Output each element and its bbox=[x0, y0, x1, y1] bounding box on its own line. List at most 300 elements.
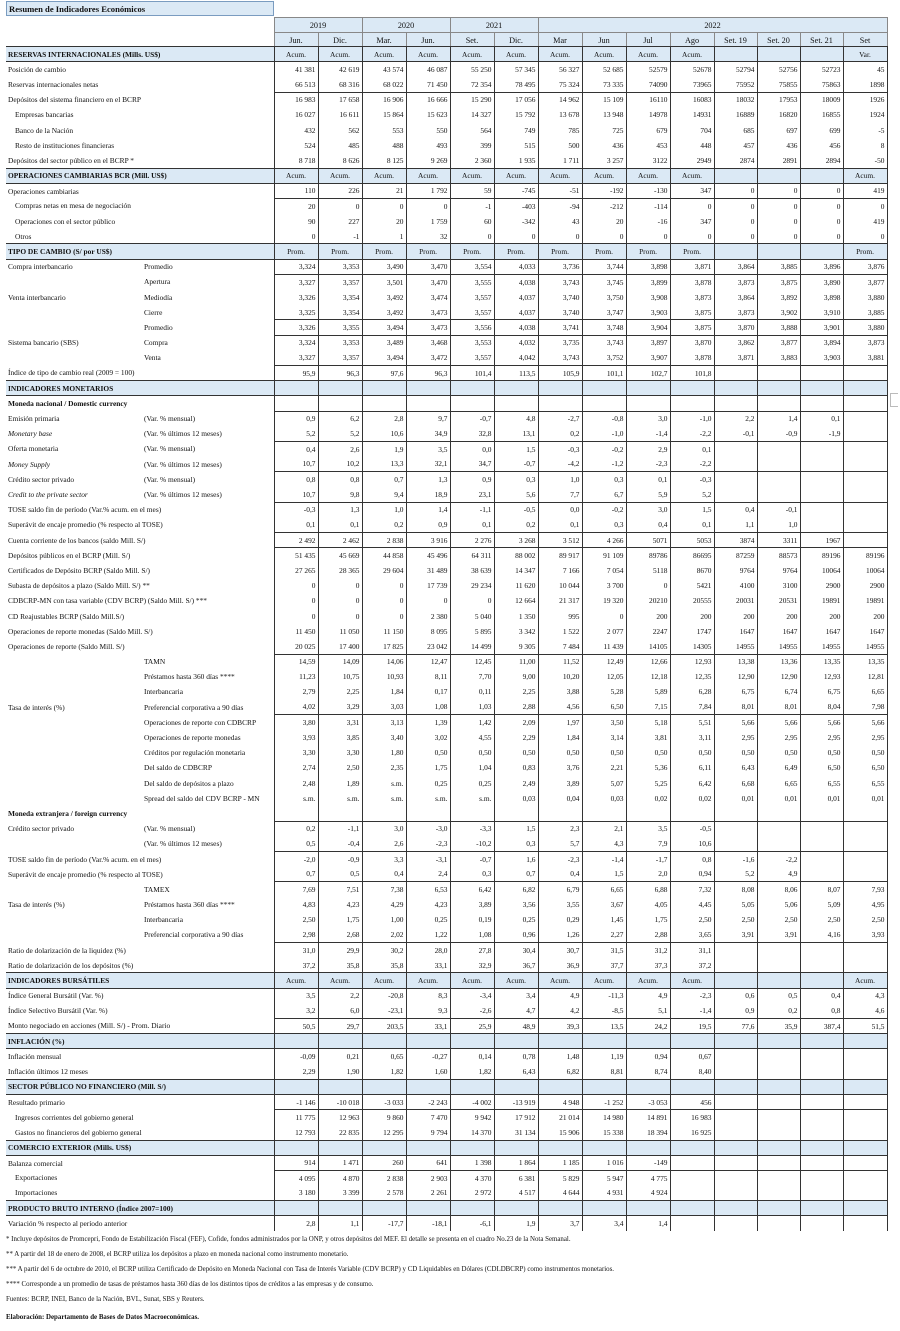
value-cell: 3,908 bbox=[626, 290, 670, 305]
value-cell: 3,864 bbox=[714, 259, 757, 274]
value-cell: 1926 bbox=[843, 92, 887, 107]
value-cell: 419 bbox=[843, 214, 887, 229]
edge-marker bbox=[890, 393, 898, 407]
value-cell: 75952 bbox=[714, 77, 757, 92]
value-cell bbox=[843, 1186, 887, 1201]
value-cell: 5053 bbox=[670, 533, 714, 548]
row-label bbox=[6, 927, 142, 942]
value-cell bbox=[714, 1049, 757, 1064]
value-cell: 4100 bbox=[714, 578, 757, 593]
value-cell: -2,3 bbox=[406, 836, 450, 851]
value-cell: Acum. bbox=[274, 47, 318, 62]
value-cell: -1,7 bbox=[626, 851, 670, 866]
value-cell: 5,05 bbox=[714, 897, 757, 912]
value-cell: 485 bbox=[318, 138, 362, 153]
value-cell: 37,7 bbox=[582, 958, 626, 973]
value-cell: 704 bbox=[670, 122, 714, 137]
value-cell: 15 623 bbox=[406, 107, 450, 122]
row-label: Ingresos corrientes del gobierno general bbox=[15, 1112, 134, 1122]
value-cell: 0,5 bbox=[274, 836, 318, 851]
value-cell: 31 489 bbox=[406, 563, 450, 578]
value-cell bbox=[757, 1201, 800, 1216]
value-cell: 3,876 bbox=[843, 259, 887, 274]
row-label: Operaciones con el sector público bbox=[15, 216, 116, 226]
value-cell: 3311 bbox=[757, 533, 800, 548]
value-cell: 2 360 bbox=[450, 153, 494, 168]
value-cell: 3,02 bbox=[406, 730, 450, 745]
value-cell: 36,9 bbox=[538, 958, 582, 973]
row-label: Índice General Bursátil (Var. %) bbox=[8, 991, 104, 1001]
value-cell: 4,038 bbox=[494, 320, 538, 335]
value-cell bbox=[714, 381, 757, 396]
indicator-row bbox=[6, 669, 887, 684]
value-cell bbox=[757, 943, 800, 958]
value-cell bbox=[538, 1079, 582, 1094]
row-sublabel: Mediodía bbox=[144, 292, 173, 302]
value-cell: 0 bbox=[800, 214, 843, 229]
value-cell: 1,80 bbox=[362, 745, 406, 760]
value-cell: 0,7 bbox=[274, 867, 318, 882]
value-cell: 0,8 bbox=[670, 851, 714, 866]
value-cell: 0,2 bbox=[757, 1003, 800, 1018]
value-cell: 1,0 bbox=[362, 502, 406, 517]
value-cell: 749 bbox=[494, 122, 538, 137]
value-cell: 7,51 bbox=[318, 882, 362, 897]
value-cell: 448 bbox=[670, 138, 714, 153]
value-cell: 8 095 bbox=[406, 624, 450, 639]
indicator-row bbox=[6, 1049, 887, 1064]
value-cell: 12,81 bbox=[843, 669, 887, 684]
indicator-row bbox=[6, 1110, 887, 1125]
value-cell: 2,1 bbox=[582, 821, 626, 836]
value-cell: 5071 bbox=[626, 533, 670, 548]
value-cell: 17 658 bbox=[318, 92, 362, 107]
indicator-row bbox=[6, 593, 887, 608]
value-cell: 3,470 bbox=[406, 274, 450, 289]
value-cell bbox=[757, 365, 800, 380]
value-cell bbox=[800, 836, 843, 851]
value-cell: 1,00 bbox=[362, 912, 406, 927]
value-cell: 3,0 bbox=[626, 502, 670, 517]
value-cell: 45 bbox=[843, 62, 887, 77]
value-cell: 11 050 bbox=[318, 624, 362, 639]
value-cell bbox=[800, 1125, 843, 1140]
value-cell: 0 bbox=[362, 593, 406, 608]
value-cell: Acum. bbox=[626, 168, 670, 183]
value-cell: 11,23 bbox=[274, 669, 318, 684]
indicator-row bbox=[6, 487, 887, 502]
value-cell: 6,49 bbox=[757, 760, 800, 775]
value-cell: 3,553 bbox=[450, 335, 494, 350]
value-cell: 3,890 bbox=[800, 274, 843, 289]
value-cell: 0,3 bbox=[494, 472, 538, 487]
value-cell: 553 bbox=[362, 122, 406, 137]
value-cell: 3,870 bbox=[670, 335, 714, 350]
row-label: Banco de la Nación bbox=[15, 125, 74, 135]
section-header-row bbox=[6, 1079, 887, 1094]
row-label: Superávit de encaje promedio (% respecto al TOSE) bbox=[8, 520, 163, 530]
row-label: Exportaciones bbox=[15, 1173, 58, 1183]
value-cell: 227 bbox=[318, 214, 362, 229]
value-cell: 3,745 bbox=[582, 274, 626, 289]
value-cell: 96,3 bbox=[318, 365, 362, 380]
value-cell: 3,89 bbox=[538, 776, 582, 791]
value-cell: 0,4 bbox=[626, 517, 670, 532]
value-cell: 3,470 bbox=[406, 259, 450, 274]
value-cell: 0,1 bbox=[670, 517, 714, 532]
value-cell bbox=[582, 1140, 626, 1155]
page-title: Resumen de Indicadores Económicos bbox=[6, 1, 274, 16]
value-cell: 87259 bbox=[714, 548, 757, 563]
value-cell: 2,6 bbox=[318, 441, 362, 456]
value-cell: -23,1 bbox=[362, 1003, 406, 1018]
value-cell: 4,23 bbox=[406, 897, 450, 912]
row-sublabel: Cierre bbox=[144, 307, 163, 317]
value-cell bbox=[274, 1079, 318, 1094]
value-cell bbox=[406, 806, 450, 821]
value-cell: 10 044 bbox=[538, 578, 582, 593]
value-cell: -2,2 bbox=[670, 426, 714, 441]
value-cell: 88 002 bbox=[494, 548, 538, 563]
value-cell: 3,67 bbox=[582, 897, 626, 912]
value-cell: 2900 bbox=[843, 578, 887, 593]
value-cell: 4 266 bbox=[582, 533, 626, 548]
indicator-row bbox=[6, 897, 887, 912]
value-cell bbox=[714, 1186, 757, 1201]
value-cell bbox=[714, 821, 757, 836]
row-label bbox=[6, 305, 142, 320]
value-cell bbox=[714, 1155, 757, 1170]
value-cell bbox=[406, 381, 450, 396]
value-cell: 226 bbox=[318, 183, 362, 198]
value-cell: 3,489 bbox=[362, 335, 406, 350]
value-cell: 0 bbox=[450, 593, 494, 608]
value-cell: 74090 bbox=[626, 77, 670, 92]
value-cell bbox=[670, 1034, 714, 1049]
value-cell bbox=[362, 1140, 406, 1155]
value-cell bbox=[843, 806, 887, 821]
value-cell: 0,3 bbox=[582, 517, 626, 532]
value-cell: 11,00 bbox=[494, 654, 538, 669]
indicator-row bbox=[6, 259, 887, 274]
value-cell: 19891 bbox=[843, 593, 887, 608]
row-label: TOSE saldo fin de período (Var.% acum. en el mes) bbox=[8, 505, 162, 515]
value-cell: 31,1 bbox=[670, 943, 714, 958]
row-label: Operaciones cambiarias bbox=[8, 186, 79, 196]
value-cell: 15 792 bbox=[494, 107, 538, 122]
value-cell: 3,875 bbox=[670, 305, 714, 320]
value-cell: Acum. bbox=[626, 47, 670, 62]
indicator-row bbox=[6, 624, 887, 639]
value-cell: 3,490 bbox=[362, 259, 406, 274]
value-cell: Acum. bbox=[626, 973, 670, 988]
value-cell: Acum. bbox=[362, 168, 406, 183]
indicator-row bbox=[6, 791, 887, 806]
value-cell: 5,09 bbox=[800, 897, 843, 912]
value-cell: 6,65 bbox=[582, 882, 626, 897]
value-cell: 2,6 bbox=[362, 836, 406, 851]
value-cell: Var. bbox=[843, 47, 887, 62]
row-label bbox=[6, 350, 142, 365]
value-cell: 1967 bbox=[800, 533, 843, 548]
value-cell bbox=[626, 1201, 670, 1216]
value-cell: 2 276 bbox=[450, 533, 494, 548]
row-label: OPERACIONES CAMBIARIAS BCR (Mill. US$) bbox=[6, 168, 274, 183]
indicator-row bbox=[6, 335, 887, 350]
value-cell: 52756 bbox=[757, 62, 800, 77]
value-cell bbox=[800, 1094, 843, 1109]
value-cell: -1,0 bbox=[582, 426, 626, 441]
value-cell bbox=[800, 1155, 843, 1170]
value-cell: 52678 bbox=[670, 62, 714, 77]
value-cell: 2,50 bbox=[714, 912, 757, 927]
row-label: Cuenta corriente de los bancos (saldo Mill. S/) bbox=[8, 535, 146, 545]
value-cell: 1,04 bbox=[450, 760, 494, 775]
value-cell: 3,501 bbox=[362, 274, 406, 289]
value-cell bbox=[318, 1140, 362, 1155]
value-cell: 200 bbox=[800, 608, 843, 623]
value-cell: 3,555 bbox=[450, 274, 494, 289]
value-cell: s.m. bbox=[406, 791, 450, 806]
value-cell: -16 bbox=[626, 214, 670, 229]
value-cell: 66 513 bbox=[274, 77, 318, 92]
value-cell: 562 bbox=[318, 122, 362, 137]
value-cell: -0,3 bbox=[274, 502, 318, 517]
value-cell bbox=[582, 1079, 626, 1094]
value-cell: 2894 bbox=[800, 153, 843, 168]
value-cell: Acum. bbox=[318, 47, 362, 62]
value-cell bbox=[714, 168, 757, 183]
value-cell: 43 574 bbox=[362, 62, 406, 77]
section-header-row bbox=[6, 1201, 887, 1216]
value-cell: 18,9 bbox=[406, 487, 450, 502]
value-cell: 3 399 bbox=[318, 1186, 362, 1201]
value-cell: 0,50 bbox=[450, 745, 494, 760]
value-cell: Acum. bbox=[406, 47, 450, 62]
value-cell: 0,1 bbox=[670, 441, 714, 456]
value-cell: 1,84 bbox=[538, 730, 582, 745]
value-cell: 12,49 bbox=[582, 654, 626, 669]
value-cell bbox=[450, 1079, 494, 1094]
value-cell: 16 906 bbox=[362, 92, 406, 107]
row-sublabel: Operaciones de reporte con CDBCRP bbox=[144, 717, 257, 727]
value-cell: Acum. bbox=[582, 47, 626, 62]
value-cell bbox=[714, 487, 757, 502]
value-cell: 6,79 bbox=[538, 882, 582, 897]
row-sublabel: Créditos por regulación monetaria bbox=[144, 748, 246, 758]
value-cell: 2891 bbox=[757, 153, 800, 168]
value-cell bbox=[274, 381, 318, 396]
value-cell: 0,50 bbox=[757, 745, 800, 760]
value-cell: 16083 bbox=[670, 92, 714, 107]
value-cell: Prom. bbox=[670, 244, 714, 259]
value-cell: 7 054 bbox=[582, 563, 626, 578]
value-cell: 1,08 bbox=[450, 927, 494, 942]
value-cell bbox=[582, 381, 626, 396]
value-cell: -1,1 bbox=[450, 502, 494, 517]
value-cell: 1647 bbox=[714, 624, 757, 639]
value-cell: 3 180 bbox=[274, 1186, 318, 1201]
value-cell: 0 bbox=[274, 229, 318, 244]
value-cell bbox=[406, 1079, 450, 1094]
value-cell: 8,07 bbox=[800, 882, 843, 897]
value-cell bbox=[757, 1155, 800, 1170]
value-cell: 3,492 bbox=[362, 305, 406, 320]
value-cell: 45 496 bbox=[406, 548, 450, 563]
value-cell: 3,29 bbox=[318, 700, 362, 715]
value-cell: 60 bbox=[450, 214, 494, 229]
value-cell: 1 350 bbox=[494, 608, 538, 623]
value-cell: 3,5 bbox=[274, 988, 318, 1003]
value-cell: 2 261 bbox=[406, 1186, 450, 1201]
value-cell: -0,3 bbox=[670, 472, 714, 487]
value-cell bbox=[800, 457, 843, 472]
value-cell bbox=[626, 1034, 670, 1049]
value-cell bbox=[757, 973, 800, 988]
value-cell: 2,50 bbox=[318, 760, 362, 775]
value-cell: -0,1 bbox=[714, 426, 757, 441]
value-cell: 12,93 bbox=[800, 669, 843, 684]
value-cell: 11 439 bbox=[582, 639, 626, 654]
value-cell: 0,8 bbox=[274, 472, 318, 487]
period-header: Jun. bbox=[274, 33, 318, 48]
value-cell: 1,3 bbox=[318, 502, 362, 517]
value-cell bbox=[626, 381, 670, 396]
value-cell bbox=[714, 1094, 757, 1109]
value-cell: 59 bbox=[450, 183, 494, 198]
value-cell: 3,864 bbox=[714, 290, 757, 305]
value-cell: 4,037 bbox=[494, 305, 538, 320]
value-cell: 7,7 bbox=[538, 487, 582, 502]
value-cell: 28,0 bbox=[406, 943, 450, 958]
value-cell: 2 578 bbox=[362, 1186, 406, 1201]
value-cell: 1647 bbox=[757, 624, 800, 639]
value-cell: -94 bbox=[538, 198, 582, 213]
value-cell: 16110 bbox=[626, 92, 670, 107]
row-sublabel: Apertura bbox=[144, 277, 171, 287]
value-cell bbox=[318, 381, 362, 396]
value-cell: 14955 bbox=[714, 639, 757, 654]
value-cell: 1,19 bbox=[582, 1049, 626, 1064]
value-cell: 25,9 bbox=[450, 1019, 494, 1034]
value-cell: 5,7 bbox=[538, 836, 582, 851]
value-cell: 3,327 bbox=[274, 274, 318, 289]
year-header: 2019 bbox=[274, 18, 362, 33]
value-cell: 20 bbox=[274, 198, 318, 213]
row-label: SECTOR PÚBLICO NO FINANCIERO (Mill. S/) bbox=[6, 1079, 274, 1094]
row-label: Sistema bancario (SBS) bbox=[8, 338, 79, 348]
value-cell: 52579 bbox=[626, 62, 670, 77]
period-header: Jul bbox=[626, 33, 670, 48]
value-cell: 6,42 bbox=[670, 776, 714, 791]
value-cell bbox=[582, 1034, 626, 1049]
value-cell: 3,327 bbox=[274, 350, 318, 365]
value-cell bbox=[757, 396, 800, 411]
value-cell: 3,556 bbox=[450, 320, 494, 335]
value-cell: 4 370 bbox=[450, 1170, 494, 1185]
value-cell bbox=[670, 1079, 714, 1094]
value-cell: 697 bbox=[757, 122, 800, 137]
value-cell: 0,9 bbox=[450, 472, 494, 487]
value-cell: -0,7 bbox=[494, 457, 538, 472]
value-cell: 699 bbox=[800, 122, 843, 137]
value-cell: 3,326 bbox=[274, 290, 318, 305]
value-cell: 500 bbox=[538, 138, 582, 153]
value-cell: 3,13 bbox=[362, 715, 406, 730]
row-sublabel: (Var. % mensual) bbox=[144, 414, 196, 424]
row-label: Depósitos del sistema financiero en el BCRP bbox=[8, 95, 142, 105]
row-label bbox=[6, 912, 142, 927]
value-cell: 3,76 bbox=[538, 760, 582, 775]
indicator-row bbox=[6, 700, 887, 715]
value-cell: 52794 bbox=[714, 62, 757, 77]
value-cell: 101,4 bbox=[450, 365, 494, 380]
value-cell: 0,8 bbox=[800, 1003, 843, 1018]
value-cell bbox=[538, 396, 582, 411]
value-cell: 1924 bbox=[843, 107, 887, 122]
value-cell: Prom. bbox=[494, 244, 538, 259]
indicator-row bbox=[6, 563, 887, 578]
value-cell: 50,5 bbox=[274, 1019, 318, 1034]
value-cell: 453 bbox=[626, 138, 670, 153]
value-cell bbox=[800, 1064, 843, 1079]
value-cell: 16 666 bbox=[406, 92, 450, 107]
value-cell: 16 611 bbox=[318, 107, 362, 122]
value-cell: 5 829 bbox=[538, 1170, 582, 1185]
indicator-row bbox=[6, 1216, 887, 1231]
value-cell: 14 980 bbox=[582, 1110, 626, 1125]
row-sublabel: Promedio bbox=[144, 322, 173, 332]
value-cell: -0,2 bbox=[582, 502, 626, 517]
value-cell: Prom. bbox=[538, 244, 582, 259]
value-cell: 0,1 bbox=[450, 517, 494, 532]
value-cell: 10,20 bbox=[538, 669, 582, 684]
value-cell: 3,904 bbox=[626, 320, 670, 335]
value-cell: 3,898 bbox=[626, 259, 670, 274]
value-cell: 12,66 bbox=[626, 654, 670, 669]
value-cell: 0,02 bbox=[670, 791, 714, 806]
value-cell: 200 bbox=[843, 608, 887, 623]
value-cell bbox=[362, 806, 406, 821]
value-cell: 8,01 bbox=[714, 700, 757, 715]
value-cell: 9 269 bbox=[406, 153, 450, 168]
value-cell: 0 bbox=[362, 578, 406, 593]
value-cell: 35,9 bbox=[757, 1019, 800, 1034]
value-cell: 3,892 bbox=[757, 290, 800, 305]
value-cell: 6,11 bbox=[670, 760, 714, 775]
value-cell: 13,35 bbox=[800, 654, 843, 669]
value-cell: 16 983 bbox=[670, 1110, 714, 1125]
value-cell: 1,5 bbox=[582, 867, 626, 882]
value-cell: 72 354 bbox=[450, 77, 494, 92]
indicator-row bbox=[6, 472, 887, 487]
value-cell: 3,741 bbox=[538, 320, 582, 335]
value-cell bbox=[538, 381, 582, 396]
value-cell: Acum. bbox=[318, 973, 362, 988]
value-cell: 9 860 bbox=[362, 1110, 406, 1125]
value-cell: 11 450 bbox=[274, 624, 318, 639]
value-cell: -17,7 bbox=[362, 1216, 406, 1231]
value-cell: Prom. bbox=[843, 244, 887, 259]
value-cell: 3 342 bbox=[494, 624, 538, 639]
value-cell: 3874 bbox=[714, 533, 757, 548]
value-cell: 52 685 bbox=[582, 62, 626, 77]
value-cell: 32,8 bbox=[450, 426, 494, 441]
indicator-row bbox=[6, 836, 887, 851]
value-cell: 5,66 bbox=[843, 715, 887, 730]
value-cell: 0,50 bbox=[538, 745, 582, 760]
value-cell bbox=[757, 1186, 800, 1201]
